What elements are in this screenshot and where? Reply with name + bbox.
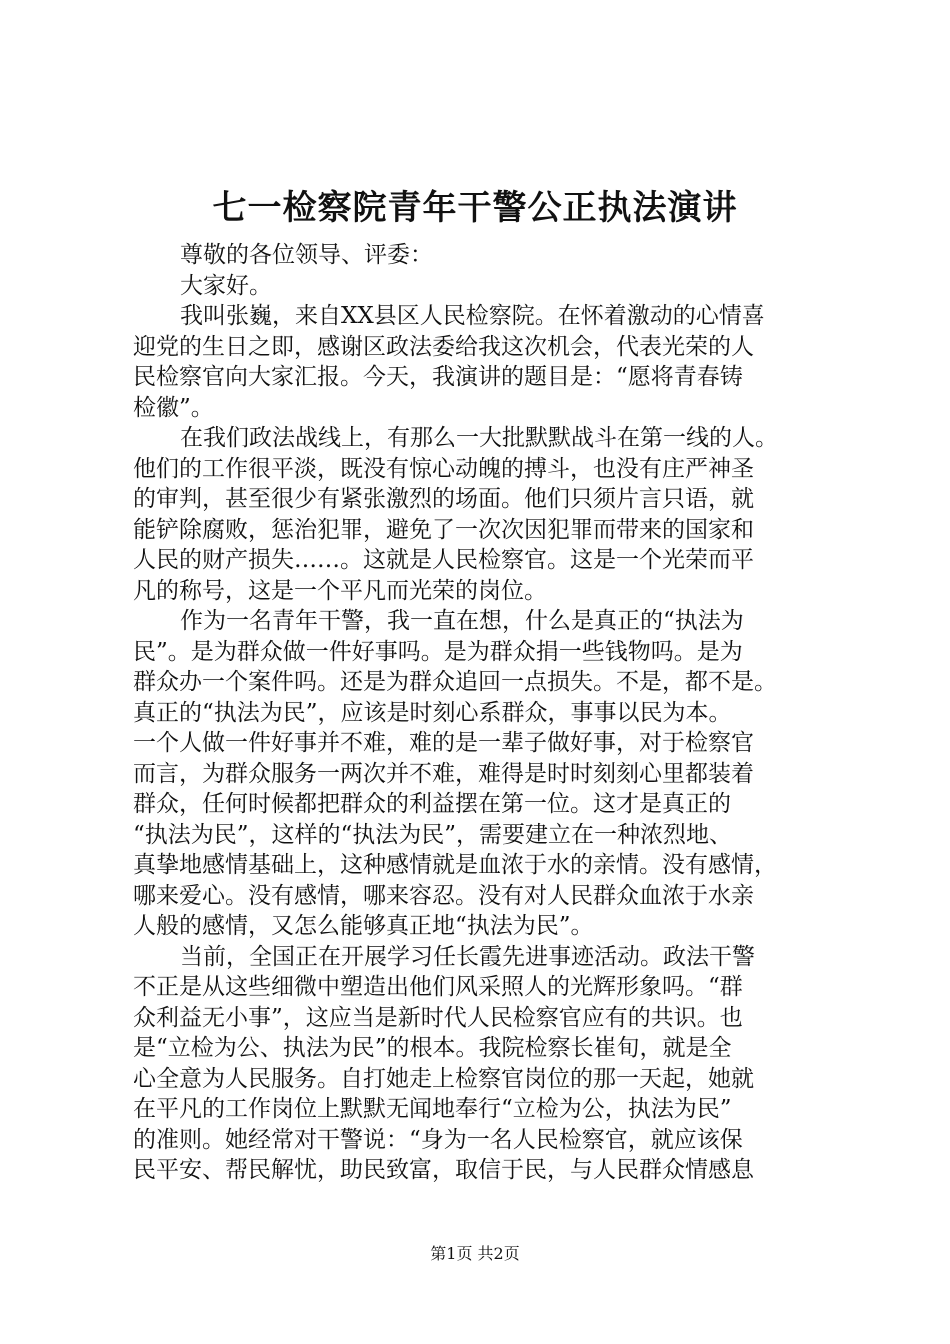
text-line: 民检察官向大家汇报。今天，我演讲的题目是：“愿将青春铸 [133, 364, 743, 390]
text-line: 人民的财产损失……。这就是人民检察官。这是一个光荣而平 [133, 547, 754, 573]
text-line: 能铲除腐败，惩治犯罪，避免了一次次因犯罪而带来的国家和 [133, 516, 754, 543]
text-line: 群众办一个案件吗。还是为群众追回一点损失。不是，都不是。 [133, 669, 777, 695]
text-line: 凡的称号，这是一个平凡而光荣的岗位。 [133, 577, 547, 604]
text-line: 在平凡的工作岗位上默默无闻地奉行“立检为公，执法为民” [133, 1096, 732, 1122]
document-body [133, 240, 845, 1186]
text-line: 迎党的生日之即，感谢区政法委给我这次机会，代表光荣的人 [133, 333, 754, 360]
text-line: 哪来爱心。没有感情，哪来容忍。没有对人民群众血浓于水亲 [133, 882, 754, 909]
text-line: 他们的工作很平淡，既没有惊心动魄的搏斗，也没有庄严神圣 [133, 455, 754, 482]
text-line: 我叫张巍，来自XX县区人民检察院。在怀着激动的心情喜 [180, 303, 765, 329]
text-line: 民”。是为群众做一件好事吗。是为群众捐一些钱物吗。是为 [133, 638, 743, 665]
text-line: 一个人做一件好事并不难，难的是一辈子做好事，对于检察官 [133, 730, 754, 756]
text-line: 人般的感情，又怎么能够真正地“执法为民”。 [133, 913, 594, 939]
text-line: 大家好。 [180, 272, 272, 299]
text-line: 不正是从这些细微中塑造出他们风采照人的光辉形象吗。“群 [133, 974, 743, 1000]
text-line: “执法为民”，这样的“执法为民”，需要建立在一种浓烈地、 [133, 821, 733, 848]
text-line: 检徽”。 [133, 394, 214, 421]
text-line: 众利益无小事”，这应当是新时代人民检察官应有的共识。也 [133, 1004, 743, 1031]
text-line: 的审判，甚至很少有紧张激烈的场面。他们只须片言只语，就 [133, 486, 754, 512]
text-line: 真挚地感情基础上，这种感情就是血浓于水的亲情。没有感情， [133, 852, 777, 878]
text-line: 心全意为人民服务。自打她走上检察官岗位的那一天起，她就 [133, 1065, 754, 1092]
page-footer: 第1页 共2页 [430, 1244, 520, 1263]
text-line: 群众，任何时候都把群众的利益摆在第一位。这才是真正的 [133, 791, 731, 817]
text-line: 作为一名青年干警，我一直在想，什么是真正的“执法为 [180, 608, 744, 634]
text-line: 是“立检为公、执法为民”的根本。我院检察长崔旬，就是全 [133, 1035, 732, 1061]
text-line: 而言，为群众服务一两次并不难，难得是时时刻刻心里都装着 [133, 760, 754, 787]
text-line: 在我们政法战线上，有那么一大批默默战斗在第一线的人。 [180, 425, 778, 451]
text-line: 尊敬的各位领导、评委： [180, 242, 433, 268]
text-line: 民平安、帮民解忧，助民致富，取信于民，与人民群众情感息 [133, 1157, 754, 1183]
text-line: 当前，全国正在开展学习任长霞先进事迹活动。政法干警 [180, 943, 755, 970]
text-line: 的准则。她经常对干警说：“身为一名人民检察官，就应该保 [133, 1126, 743, 1153]
text-line: 真正的“执法为民”，应该是时刻心系群众，事事以民为本。 [133, 699, 732, 726]
document-title: 七一检察院青年干警公正执法演讲 [212, 188, 738, 228]
